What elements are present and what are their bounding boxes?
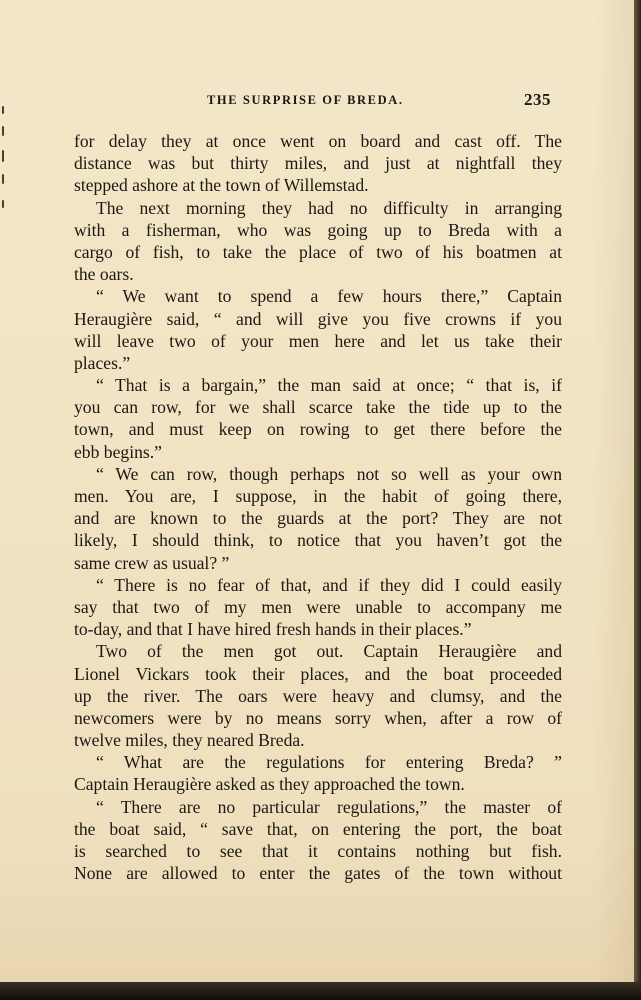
- text-line: to-day, and that I have hired fresh hands in their places.”: [74, 619, 472, 640]
- text-line: ebb begins.”: [74, 441, 162, 462]
- text-line: cargo of fish, to take the place of two of his boatmen at: [74, 241, 562, 262]
- text-line: “ That is a bargain,” the man said at once; “ that is, if: [96, 375, 562, 396]
- text-line: the boat said, “ save that, on entering the port, the boat: [74, 818, 562, 839]
- text-line: likely, I should think, to notice that you haven’t got the: [74, 530, 562, 551]
- text-line: None are allowed to enter the gates of the town without: [74, 863, 562, 884]
- text-line: “ What are the regulations for entering Breda? ”: [96, 752, 562, 773]
- text-line: Two of the men got out. Captain Heraugière and: [96, 641, 562, 662]
- text-line: Lionel Vickars took their places, and the boat proceeded: [74, 663, 562, 684]
- text-line: “ There is no fear of that, and if they did I could easily: [96, 574, 562, 595]
- body-text: [74, 130, 562, 884]
- text-line: “ We can row, though perhaps not so well as your own: [96, 463, 562, 484]
- text-line: “ We want to spend a few hours there,” Captain: [96, 286, 562, 307]
- text-line: The next morning they had no difficulty in arranging: [96, 197, 562, 218]
- text-line: say that two of my men were unable to accompany me: [74, 596, 562, 617]
- text-line: will leave two of your men here and let us take their: [74, 330, 562, 351]
- page-number: 235: [524, 90, 551, 109]
- margin-marks: [0, 100, 8, 220]
- running-title: THE SURPRISE OF BREDA.: [207, 93, 404, 107]
- text-line: and are known to the guards at the port? They are not: [74, 508, 562, 529]
- text-line: Captain Heraugière asked as they approached the town.: [74, 774, 465, 795]
- text-line: you can row, for we shall scarce take the tide up to the: [74, 397, 562, 418]
- text-line: men. You are, I suppose, in the habit of going there,: [74, 486, 562, 506]
- text-line: is searched to see that it contains nothing but fish.: [74, 841, 562, 861]
- text-line: up the river. The oars were heavy and clumsy, and the: [74, 685, 562, 706]
- text-line: newcomers were by no means sorry when, after a row of: [74, 707, 562, 728]
- text-line: the oars.: [74, 264, 134, 285]
- text-line: “ There are no particular regulations,” the master of: [96, 796, 562, 817]
- text-line: Heraugière said, “ and will give you five crowns if you: [74, 308, 562, 329]
- running-head: [0, 90, 634, 115]
- text-line: town, and must keep on rowing to get there before the: [74, 419, 562, 440]
- text-line: twelve miles, they neared Breda.: [74, 730, 305, 751]
- text-line: stepped ashore at the town of Willemstad.: [74, 175, 369, 196]
- text-line: distance was but thirty miles, and just at nightfall they: [74, 153, 562, 174]
- page-edge-right: [634, 0, 641, 1000]
- text-line: places.”: [74, 352, 131, 373]
- text-line: for delay they at once went on board and cast off. The: [74, 131, 562, 151]
- text-line: with a fisherman, who was going up to Breda with a: [74, 219, 562, 240]
- text-line: same crew as usual? ”: [74, 552, 230, 573]
- page-edge-bottom: [0, 982, 641, 1000]
